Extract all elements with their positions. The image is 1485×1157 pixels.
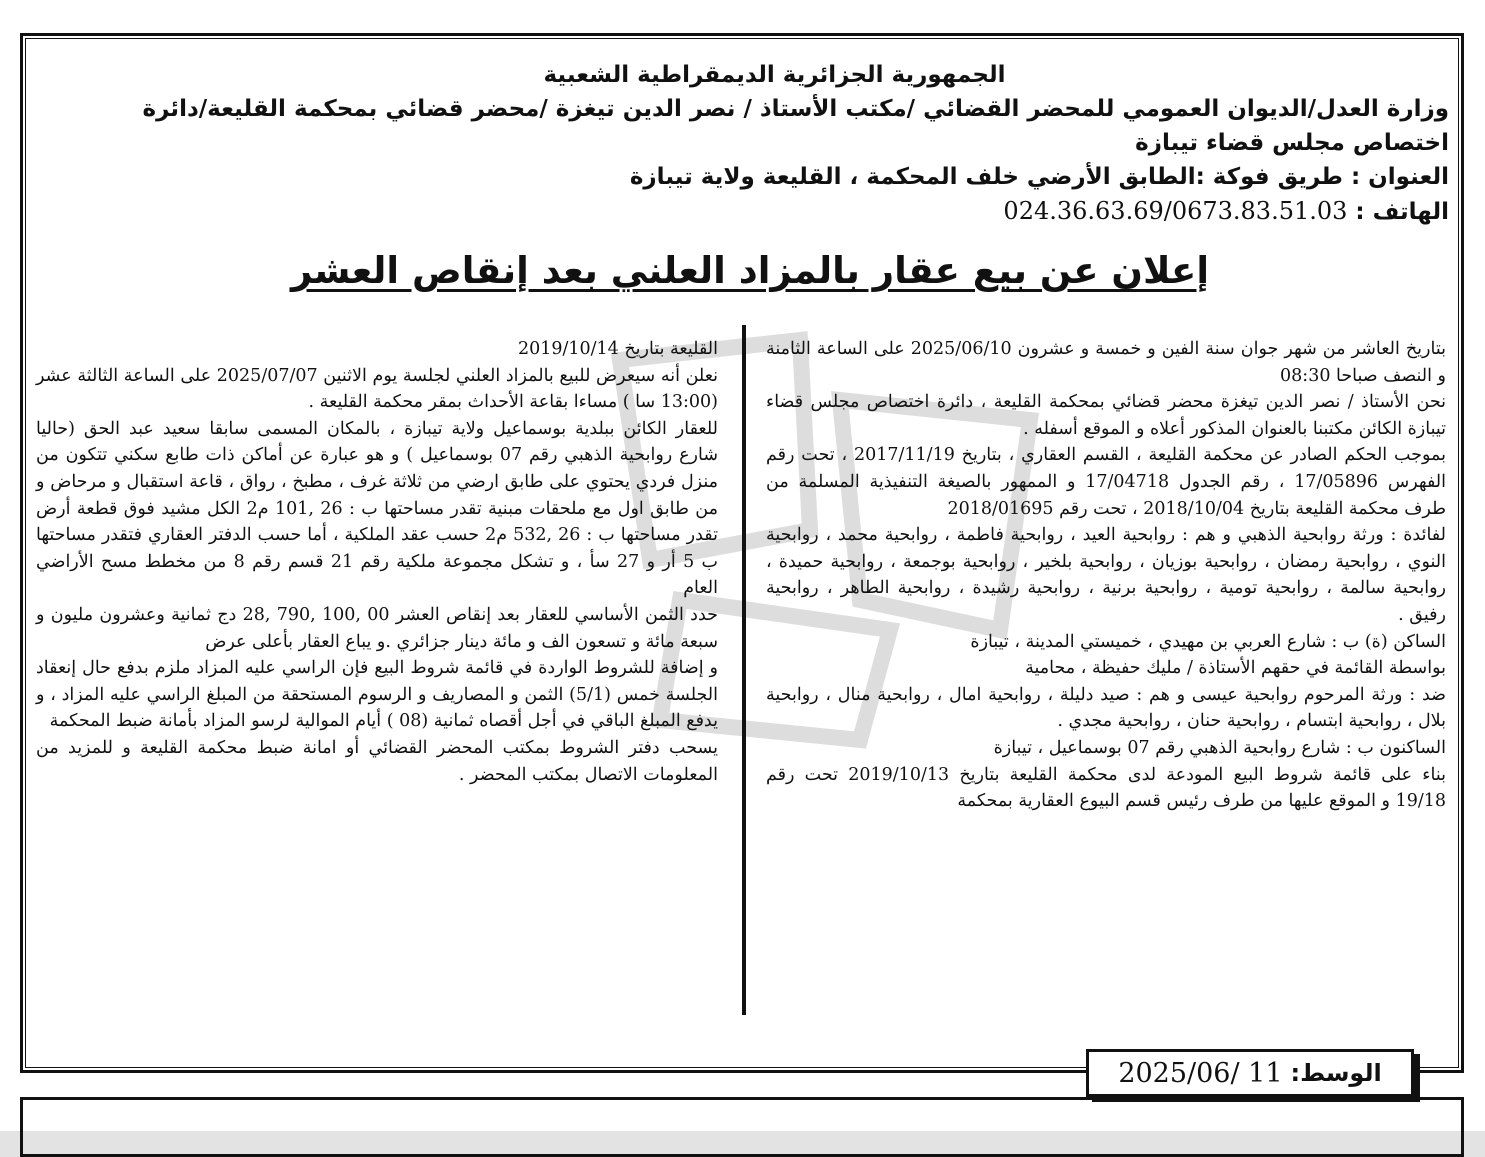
paragraph: نعلن أنه سيعرض للبيع بالمزاد العلني لجلسة يوم الاثنين 2025/07/07 على الساعة الثالثة عشر (13:00 سا ) مساءا بقاعة الأحداث بمقر محكمة القليعة . bbox=[36, 365, 719, 413]
republic-heading: الجمهورية الجزائرية الديمقراطية الشعبية bbox=[543, 62, 1006, 88]
paragraph: و إضافة للشروط الواردة في قائمة شروط البيع فإن الراسي عليه المزاد ملزم بدفع حال إنعقاد الجلسة خمس (5/1) الثمن و المصاريف و الرسوم المستحقة من المبلغ الراسي عليه المزاد ، و يدفع المبلغ الباقي في أجل أقصاه ثمانية (08 ) أيام الموالية لرسو المزاد بأمانة ضبط المحكمة bbox=[36, 658, 718, 732]
ministry-line: وزارة العدل/الديوان العمومي للمحضر القضائي /مكتب الأستاذ / نصر الدين تيغزة /محضر قضائي بمحكمة القليعة/دائرة bbox=[142, 96, 1449, 122]
paragraph: بموجب الحكم الصادر عن محكمة القليعة ، القسم العقاري ، بتاريخ 2017/11/19 ، تحت رقم الفهرس 17/05896 ، رقم الجدول 17/04718 و الممهور بالصيغة التنفيذية المسلمة من طرف محكمة القليعة بتاريخ 2018/10/04 ، تحت رقم 2018/01695 bbox=[766, 445, 1446, 519]
left-text-column bbox=[36, 336, 718, 1036]
ministry-line-continued: اختصاص مجلس قضاء تيبازة bbox=[1135, 130, 1449, 156]
newspaper-name: الوسط: bbox=[1290, 1059, 1382, 1087]
paragraph: الساكنون ب : شارع روابحية الذهبي رقم 07 بوسماعيل ، تيبازة bbox=[993, 737, 1446, 758]
phone-label: الهاتف : bbox=[1355, 199, 1449, 225]
paragraph: حدد الثمن الأساسي للعقار بعد إنقاص العشر 00 ,100 ,790 ,28 دج ثمانية وعشرون مليون و سبعة مائة و تسعون الف و مائة دينار جزائري .و يباع العقار بأعلى عرض bbox=[36, 604, 718, 652]
column-divider bbox=[742, 325, 746, 1015]
paragraph: بناء على قائمة شروط البيع المودعة لدى محكمة القليعة بتاريخ 2019/10/13 تحت رقم 19/18 و الموقع عليها من طرف رئيس قسم البيوع العقارية بمحكمة bbox=[766, 764, 1446, 812]
paragraph: نحن الأستاذ / نصر الدين تيغزة محضر قضائي بمحكمة القليعة ، دائرة اختصاص مجلس قضاء تيبازة الكائن مكتبنا بالعنوان المذكور أعلاه و الموقع أسفله . bbox=[766, 392, 1446, 439]
paragraph: ضد : ورثة المرحوم روابحية عيسى و هم : صيد دليلة ، روابحية امال ، روابحية منال ، روابحية بلال ، روابحية ابتسام ، روابحية حنان ، روابحية مجدي . bbox=[766, 684, 1446, 732]
office-phone bbox=[40, 194, 1449, 229]
document-header bbox=[40, 58, 1449, 229]
next-announcement-frame bbox=[20, 1097, 1464, 1157]
paragraph: يسحب دفتر الشروط بمكتب المحضر القضائي أو امانة ضبط محكمة القليعة و للمزيد من المعلومات الاتصال بمكتب المحضر . bbox=[36, 737, 718, 785]
publication-date-box bbox=[1086, 1049, 1414, 1097]
right-text-column bbox=[766, 336, 1446, 1036]
announcement-title: إعلان عن بيع عقار بالمزاد العلني بعد إنقاص العشر bbox=[290, 249, 1210, 292]
paragraph: الساكن (ة) ب : شارع العربي بن مهيدي ، خميستي المدينة ، تيبازة bbox=[970, 631, 1446, 652]
phone-number: 024.36.63.69/0673.83.51.03 bbox=[1003, 197, 1348, 225]
office-address: العنوان : طريق فوكة :الطابق الأرضي خلف المحكمة ، القليعة ولاية تيبازة bbox=[629, 164, 1449, 190]
paragraph: لفائدة : ورثة روابحية الذهبي و هم : روابحية العيد ، روابحية فاطمة ، روابحية محمد ، روابحية النوي ، روابحية رمضان ، روابحية بوزيان ، روابحية بلخير ، روابحية بوجمعة ، روابحية حميدة ، روابحية سالمة ، روابحية تومية ، روابحية برنية ، روابحية رشيدة ، روابحية الطاهر ، روابحية رفيق . bbox=[766, 525, 1446, 625]
publication-date: 2025/06/ 11 bbox=[1118, 1057, 1283, 1089]
paragraph: للعقار الكائن ببلدية بوسماعيل ولاية تيبازة ، بالمكان المسمى سابقا سعيد عبد الحق (حاليا شارع روابحية الذهبي رقم 07 بوسماعيل ) و هو عبارة عن أماكن ذات طابع سكني تتكون من منزل فردي يحتوي على طابق ارضي من ثلاثة غرف ، مطبخ ، رواق ، قاعة استقبال و مرحاض و من طابق اول مع ملحقات مبنية تقدر مساحتها ب : 26 ,101 م2 الكل مشيد فوق قطعة أرض تقدر مساحتها ب : 26 ,532 م2 حسب عقد الملكية ، أما حسب الدفتر العقاري فتقدر مساحتها ب 5 أر و 27 سأ ، و تشكل مجموعة ملكية رقم 21 قسم رقم 8 من مخطط مسح الأراضي العام bbox=[36, 418, 719, 599]
paragraph: بتاريخ العاشر من شهر جوان سنة الفين و خمسة و عشرون 2025/06/10 على الساعة الثامنة و النصف صباحا 08:30 bbox=[766, 339, 1446, 386]
paragraph: بواسطة القائمة في حقهم الأستاذة / مليك حفيظة ، محامية bbox=[1025, 658, 1446, 679]
paragraph: القليعة بتاريخ 2019/10/14 bbox=[517, 339, 718, 359]
